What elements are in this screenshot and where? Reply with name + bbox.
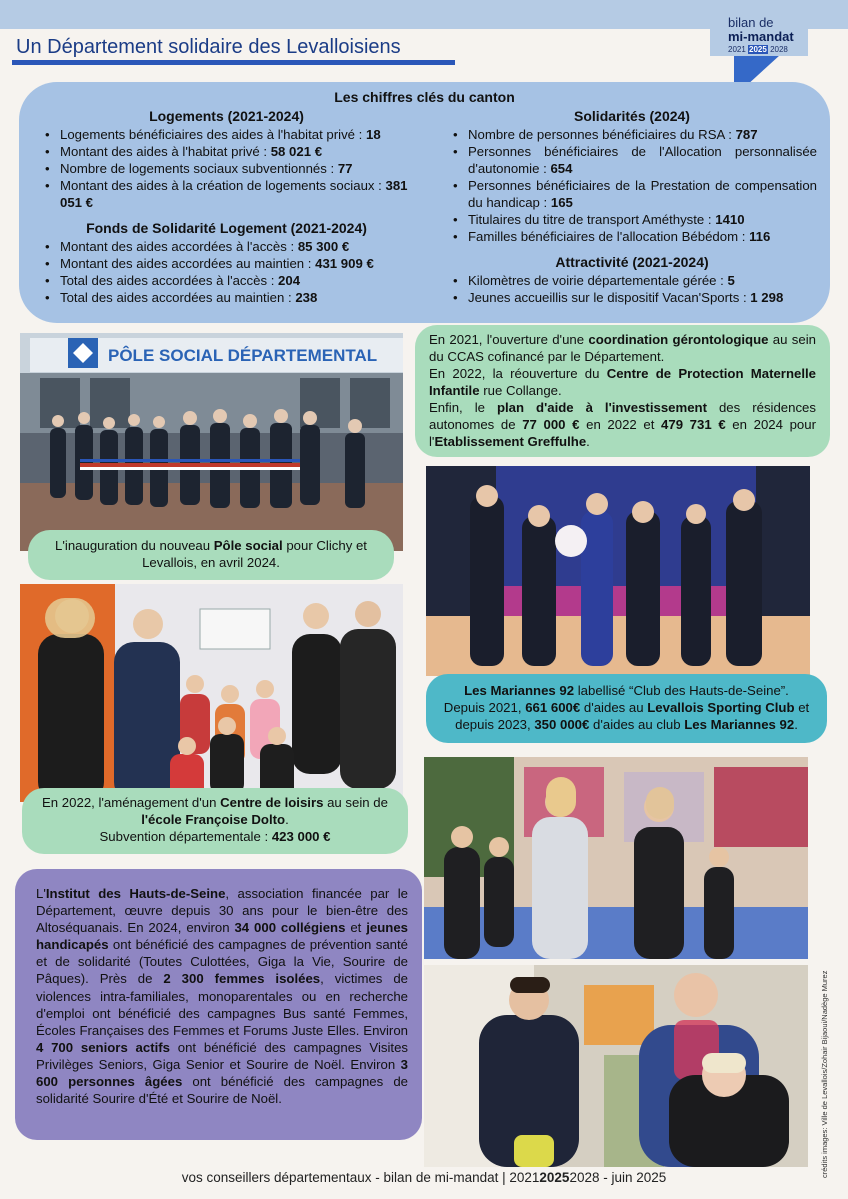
- key-figures-title: Les chiffres clés du canton: [334, 89, 515, 105]
- photo-seniors: [424, 965, 808, 1167]
- caption-institut: L'Institut des Hauts-de-Seine, association financée par le Département, œuvre depuis 30 ans pour le bien-être des Altoséquanais. En 2024, environ 34 000 collégiens et jeunes handicapés ont bénéficié des campagnes de prévention santé et de solidarité (Toutes Culottées, Giga la Vie, Sourire de Pâques). Près de 2 300 femmes isolées, victimes de violences intra-familiales, monoparentales ou en recherche d'emploi ont bénéficié des campagnes Bus santé Femmes, Écoles Françaises des Femmes et Forums Juste Elles. Environ 4 700 seniors actifs ont bénéficié des campagnes Visites Privilèges Seniors, Giga Senior et Sourire de Noël. Environ 3 600 personnes âgées ont bénéficié des campagnes de solidarité Sourire d'Été et Sourire de Noël.: [15, 869, 422, 1140]
- fsl-heading: Fonds de Solidarité Logement (2021-2024): [86, 220, 367, 236]
- loisirs-line-1: En 2022, l'aménagement d'un Centre de loisirs au sein de: [42, 795, 388, 810]
- list-item: • Montant des aides à la création de logements sociaux : 381 051 €: [39, 177, 414, 211]
- list-item: • Nombre de personnes bénéficiaires du RSA : 787: [447, 126, 817, 143]
- mariannes-line-3: depuis 2023, 350 000€ d'aides au club Les Mariannes 92.: [455, 717, 798, 732]
- list-item: • Montant des aides accordées à l'accès : 85 300 €: [39, 238, 414, 255]
- list-item: • Montant des aides à l'habitat privé : 58 021 €: [39, 143, 414, 160]
- caption-centre-loisirs: [22, 788, 408, 854]
- list-item: • Montant des aides accordées au maintien : 431 909 €: [39, 255, 414, 272]
- badge-line2: mi-mandat: [728, 29, 794, 44]
- attractivite-list: [447, 272, 817, 306]
- list-item: • Logements bénéficiaires des aides à l'habitat privé : 18: [39, 126, 414, 143]
- photo-forum: [424, 757, 808, 959]
- footer: vos conseillers départementaux - bilan de mi-mandat | 202120252028 - juin 2025: [181, 1170, 667, 1185]
- page-title: Un Département solidaire des Levalloisiens: [16, 36, 401, 58]
- caption-pole-social: L'inauguration du nouveau Pôle social pour Clichy et Levallois, en avril 2024.: [28, 530, 394, 580]
- caption-mariannes: [426, 674, 827, 743]
- left-column: [39, 108, 414, 306]
- caption-gerontologie: [415, 325, 830, 457]
- loisirs-line-3: Subvention départementale : 423 000 €: [99, 829, 331, 844]
- mandate-badge: [710, 14, 808, 84]
- list-item: • Total des aides accordées à l'accès : 204: [39, 272, 414, 289]
- solidarites-list: [447, 126, 817, 245]
- photo-credits: crédits images: Ville de Levallois/Zohair Bijaoui/Nadège Murez: [820, 970, 829, 1178]
- badge-years: 2021 2025 2028: [728, 45, 788, 54]
- photo-mariannes: [426, 466, 810, 676]
- badge-line1: bilan de: [728, 15, 774, 30]
- loisirs-line-2: l'école Françoise Dolto.: [141, 812, 289, 827]
- list-item: • Titulaires du titre de transport Améthyste : 1410: [447, 211, 817, 228]
- key-figures-panel: [19, 82, 830, 323]
- list-item: • Nombre de logements sociaux subventionnés : 77: [39, 160, 414, 177]
- gerontologie-para-3: Enfin, le plan d'aide à l'investissement des résidences autonomes de 77 000 € en 2022 et 479 731 € en 2024 pour l'Etablissement Greffulhe.: [429, 400, 816, 449]
- title-underline: [12, 60, 455, 65]
- logements-heading: Logements (2021-2024): [149, 108, 304, 124]
- list-item: • Personnes bénéficiaires de la Prestation de compensation du handicap : 165: [447, 177, 817, 211]
- list-item: • Jeunes accueillis sur le dispositif Vacan'Sports : 1 298: [447, 289, 817, 306]
- photo-pole-social: [20, 333, 403, 551]
- logements-list: [39, 126, 414, 211]
- gerontologie-para-1: En 2021, l'ouverture d'une coordination gérontologique au sein du CCAS cofinancé par le Département.: [429, 332, 816, 364]
- gerontologie-para-2: En 2022, la réouverture du Centre de Protection Maternelle Infantile rue Collange.: [429, 366, 816, 398]
- list-item: • Personnes bénéficiaires de l'Allocation personnalisée d'autonomie : 654: [447, 143, 817, 177]
- attractivite-heading: Attractivité (2021-2024): [555, 254, 709, 270]
- mariannes-line-1: Les Mariannes 92 labellisé “Club des Hauts-de-Seine”.: [464, 683, 789, 698]
- list-item: • Total des aides accordées au maintien : 238: [39, 289, 414, 306]
- solidarites-heading: Solidarités (2024): [574, 108, 690, 124]
- list-item: • Kilomètres de voirie départementale gérée : 5: [447, 272, 817, 289]
- photo-centre-loisirs: [20, 584, 403, 802]
- sign-text: PÔLE SOCIAL DÉPARTEMENTAL: [108, 346, 378, 365]
- right-column: [447, 108, 817, 306]
- list-item: • Familles bénéficiaires de l'allocation Bébédom : 116: [447, 228, 817, 245]
- fsl-list: [39, 238, 414, 306]
- mariannes-line-2: Depuis 2021, 661 600€ d'aides au Levallois Sporting Club et: [443, 700, 810, 715]
